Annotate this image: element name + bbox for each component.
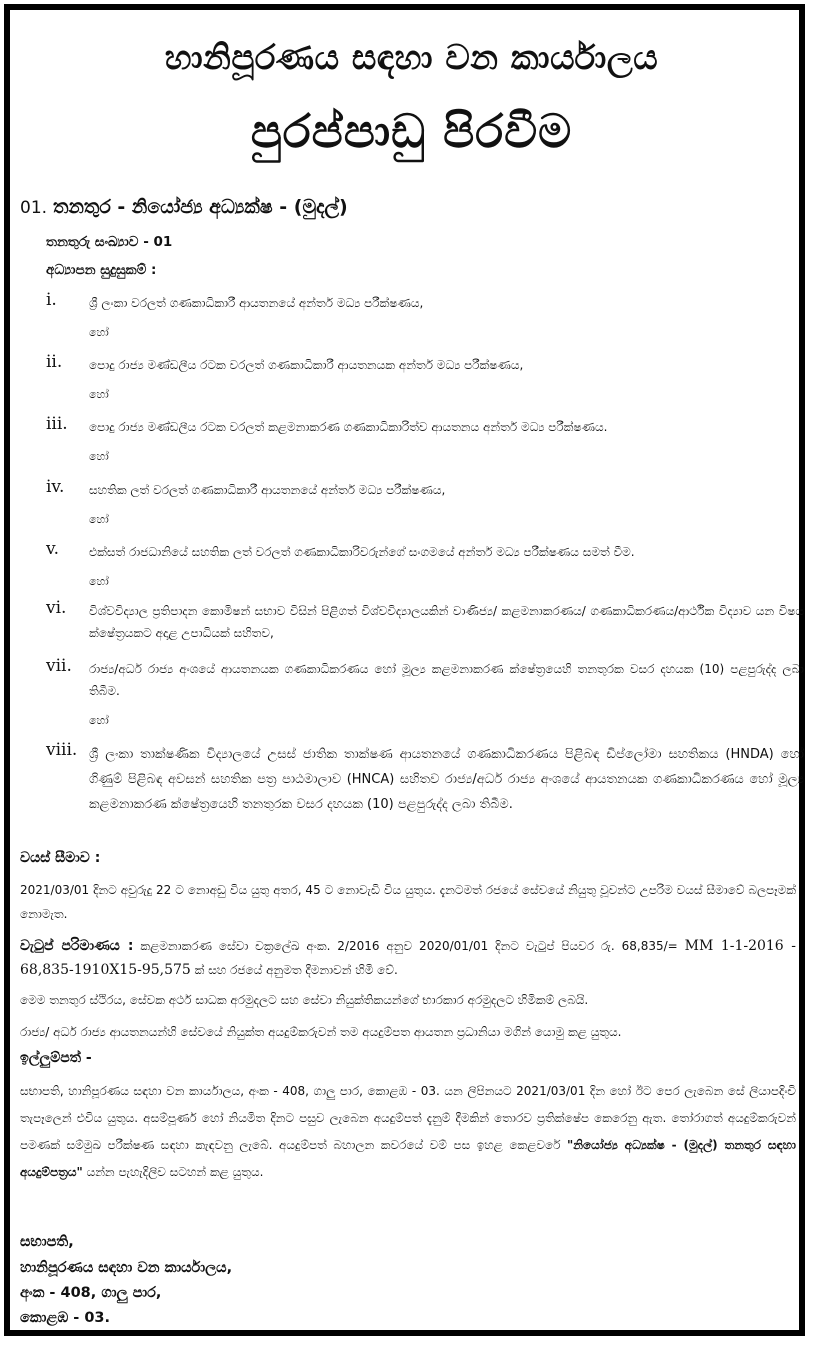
age-text: 2021/03/01 දිනට අවුරුදු 22 ට නොඅඩු විය යුතු අතර, 45 ට නොවැඩි විය යුතුය. දැනටමත් රජයේ සේවයේ නියුතු වූවන්ට උපරිම වයස් සීමාවේ බලපෑමක් නොමැත. [20, 883, 796, 921]
or-text: හෝ [89, 575, 109, 588]
signature-title: සභාපති, [20, 1234, 74, 1250]
qualification-text: ශ්‍රී ලංකා වරලත් ගණකාධිකාරී ආයතනයේ අන්තර් මධ්‍ය පරීක්ෂණය, [89, 296, 424, 310]
roman-numeral: ii. [46, 352, 63, 372]
envelope-marking: "නියෝජ්‍ය අධ්‍යක්ෂ - (මුදල්) තනතුර සඳහා අයදුම්පත්‍රය" [20, 1138, 796, 1179]
or-text: හෝ [89, 513, 109, 526]
roman-numeral: iv. [46, 477, 65, 497]
or-text: හෝ [89, 714, 109, 727]
applications-closing: යන්න පැහැදිලිව සටහන් කළ යුතුය. [86, 1165, 264, 1179]
salary-label: වැටුප් පරිමාණය : [20, 938, 134, 954]
vacancy-count: තනතුරු සංඛ්‍යාව - 01 [46, 234, 173, 250]
qualification-text: එක්සත් රාජධානියේ සහතික ලත් වරලත් ගණකාධිකාරිවරුන්ගේ සංගමයේ අන්තර් මධ්‍ය පරීක්ෂණය සමත් වීම. [89, 545, 635, 559]
post-title: තනතුර - නියෝජ්‍ය අධ්‍යක්ෂ - (මුදල්) [53, 196, 348, 218]
post-number: 01. [20, 198, 48, 218]
or-text: හෝ [89, 326, 109, 339]
age-label: වයස් සීමාව : [20, 850, 101, 866]
qualification-text: පොදු රාජ්‍ය මණ්ඩලීය රටක වරලත් ගණකාධිකාරී ආයතනයක අන්තර් මධ්‍ය පරීක්ෂණය, [89, 358, 524, 372]
qualification-text: රාජ්‍ය/අර්ධ රාජ්‍ය අංශයේ ආයතනයක ගණකාධිකරණය හෝ මූල්‍ය කළමනාකරණ ක්ෂේත්‍රයෙහි තනතුරක වසර දහයක (10) පළපුරුද්ද ලබා තිබීම. [89, 662, 804, 698]
salary-formula: MM 1-1-2016 - 68,835-1910X15-95,575 [20, 938, 796, 978]
roman-numeral: vii. [46, 656, 72, 676]
office-title: හානිපූරණය සඳහා වන කාර්යාලය [164, 38, 659, 78]
vacancy-title: පුරප්පාඩු පිරවීම [250, 104, 573, 158]
roman-numeral: vi. [46, 598, 67, 618]
salary-paragraph [20, 934, 796, 982]
salary-suffix: ක් සහ රජයේ අනුමත දීමනාවන් හිමි වේ. [194, 963, 398, 977]
qualification-text: ශ්‍රී ලංකා තාක්ෂණික විද්‍යාලයේ උසස් ජාතික තාක්ෂණ ආයතනයේ ගණකාධිකරණය පිළිබඳ ඩිප්ලෝමා සහතිකය (HNDA) හෝ ගිණුම් පිළිබඳ අවසන් සහතික පත්‍ර පාඨමාලාව (HNCA) සහිතව රාජ්‍ය/අර්ධ රාජ්‍ය අංශයේ ආයතනයක ගණකාධිකරණය හෝ මූල්‍ය කළමනාකරණ ක්ෂේත්‍රයෙහි තනතුරක වසර දහයක (10) පළපුරුද්ද ලබා තිබීම. [89, 747, 804, 812]
qualification-text: විශ්වවිද්‍යාල ප්‍රතිපාදන කොමිෂන් සභාව විසින් පිළිගත් විශ්වවිද්‍යාලයකින් වාණිජ්‍ය/ කළමනාකරණය/ ගණකාධිකරණය/ආර්ථික විද්‍යාව යන විෂය ක්ෂේත්‍රයකට අදාළ උපාධියක් සහිතව, [89, 604, 804, 640]
roman-numeral: i. [46, 290, 57, 310]
or-text: හෝ [89, 388, 109, 401]
permanent-note: මෙම තනතුර ස්ථිරය, සේවක අර්ථ සාධක අරමුදලට සහ සේවා නියුක්තිකයන්ගේ භාරකාර අරමුදලට හිමිකම් ලබයි. [20, 993, 589, 1007]
applications-instructions: සභාපති, හානිපූරණය සඳහා වන කාර්යාලය, අංක - 408, ගාලු පාර, කොළඹ - 03. යන ලිපිනයට 2021/03/01 දින හෝ ඊට පෙර ලැබෙන සේ ලියාපදිංචි තැපෑලෙන් එවිය යුතුය. අසම්පූර්ණ හෝ නියමිත දිනට පසුව ලැබෙන අයදුම්පත් දැනුම් දීමකින් තොරව ප්‍රතික්ෂේප කෙරෙනු ඇත. තෝරාගත් අයදුම්කරුවන් පමණක් සම්මුඛ පරීක්ෂණ සඳහා කැඳවනු ලැබේ. අයදුම්පත් බහාලන කවරයේ වම් පස ඉහළ කෙළවරේ [20, 1084, 796, 1152]
roman-numeral: v. [46, 539, 59, 559]
signature-city: කොළඹ - 03. [20, 1310, 111, 1326]
signature-office: හානිපූරණය සඳහා වන කාර්යාලය, [20, 1260, 233, 1276]
signature-address: අංක - 408, ගාලු පාර, [20, 1285, 162, 1301]
qualification-text: පොදු රාජ්‍ය මණ්ඩලීය රටක වරලත් කළමනාකරණ ගණකාධිකාරිත්ව ආයතනය අන්තර් මධ්‍ය පරීක්ෂණය. [89, 420, 608, 434]
roman-numeral: iii. [46, 414, 68, 434]
salary-text: කළමනාකරණ සේවා චක්‍රලේඛ අංක. 2/2016 අනුව 2020/01/01 දිනට වැටුප් පියවර රු. 68,835/= [140, 939, 678, 953]
applications-label: ඉල්ලුම්පත් - [20, 1050, 92, 1066]
post-heading [20, 196, 348, 218]
government-note: රාජ්‍ය/ අර්ධ රාජ්‍ය ආයතනයන්හි සේවයේ නියුක්ත අයදුම්කරුවන් තම අයදුම්පත ආයතන ප්‍රධානියා මගින් යොමු කළ යුතුය. [20, 1025, 622, 1039]
roman-numeral: viii. [46, 740, 78, 760]
qualification-text: සහතික ලත් වරලත් ගණකාධිකාරී ආයතනයේ අන්තර් මධ්‍ය පරීක්ෂණය, [89, 483, 446, 497]
or-text: හෝ [89, 450, 109, 463]
applications-text [20, 1078, 796, 1186]
education-label: අධ්‍යාපන සුදුසුකම් : [46, 262, 157, 278]
